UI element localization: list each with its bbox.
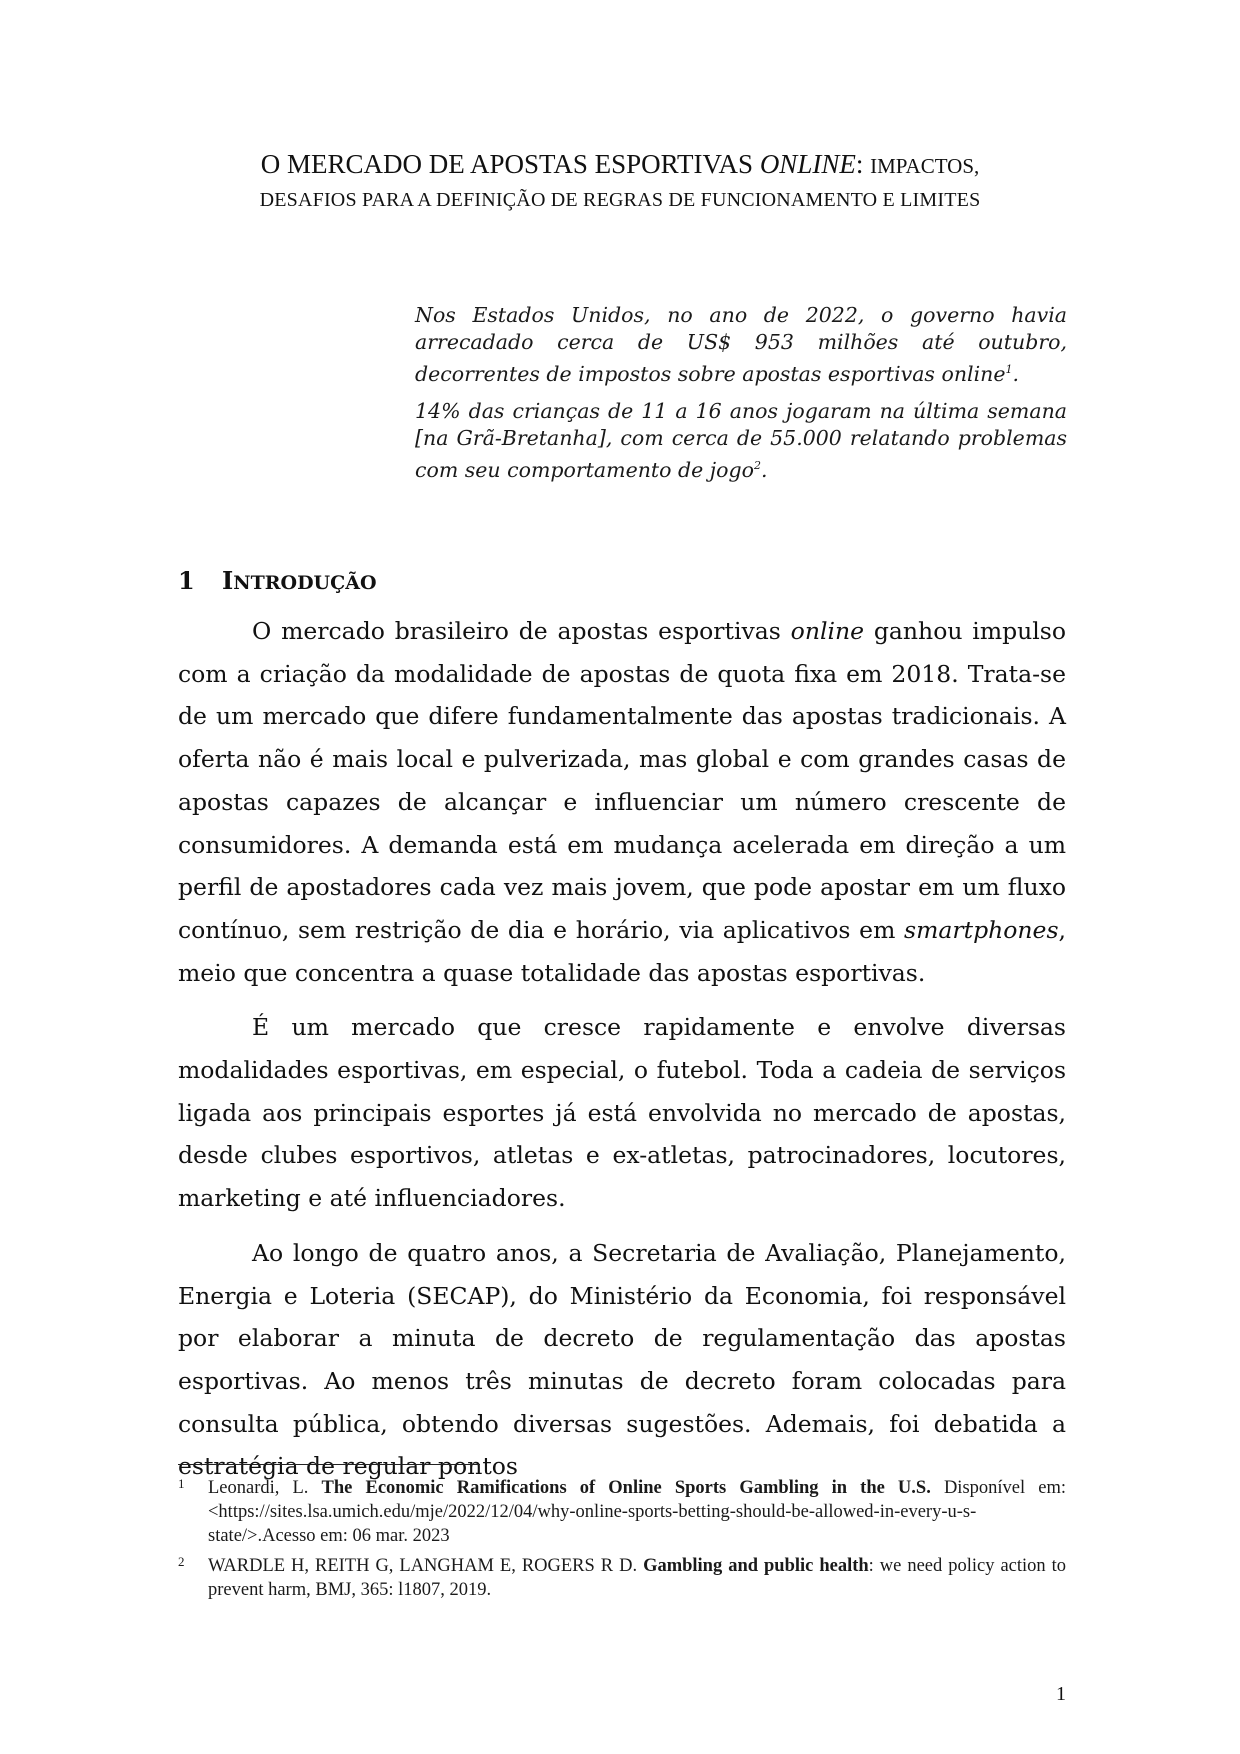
footnote-1-author: Leonardi, L. (208, 1478, 322, 1498)
title-line1-colon: : (855, 149, 871, 179)
paragraph-1 (178, 610, 1066, 994)
footnote-1-source: Disponível em: <https://sites.lsa.umich.edu/mje/2022/12/04/why-online-sports-betting-should-be-allowed-in-every-u-s-state/>.Acesso em: 06 mar. 2023 (208, 1478, 1066, 1546)
paragraph-1-part-e: , meio que concentra a quase totalidade das apostas esportivas. (178, 915, 1066, 987)
epigraph-quote-1 (415, 302, 1067, 388)
footnote-ref-1[interactable]: 1 (1005, 363, 1013, 376)
epigraph-quote-2-text: 14% das crianças de 11 a 16 anos jogaram na última semana [na Grã-Bretanha], com cerca de 55.000 relatando problemas com seu comportamento de jogo (415, 398, 1067, 482)
page-number: 1 (1056, 1683, 1066, 1705)
footnote-1-number: 1 (178, 1476, 185, 1491)
paragraph-1-italic-online: online (790, 617, 865, 645)
footnote-ref-2[interactable]: 2 (753, 458, 761, 472)
epigraph-quote-2 (415, 398, 1067, 484)
title-line1-main: O MERCADO DE APOSTAS ESPORTIVAS (260, 149, 760, 179)
epigraph-quote-1-text: Nos Estados Unidos, no ano de 2022, o governo havia arrecadado cerca de US$ 953 milhões até outubro, decorrentes de impostos sobre apostas esportivas online (415, 303, 1067, 386)
epigraph (415, 302, 1067, 494)
paragraph-3: Ao longo de quatro anos, a Secretaria de Avaliação, Planejamento, Energia e Loteria (SECAP), do Ministério da Economia, foi responsável por elaborar a minuta de decreto de regulamentação das apostas esportivas. Ao menos três minutas de decreto foram colocadas para consulta pública, obtendo diversas sugestões. Ademais, foi debatida a estratégia de regular pontos (178, 1238, 1066, 1481)
footnote-2-title: Gambling and public health (643, 1556, 869, 1576)
document-title (120, 148, 1120, 212)
title-line1-smallcaps: IMPACTOS, (870, 154, 980, 178)
footnote-2 (178, 1554, 1066, 1602)
footnote-separator (178, 1464, 480, 1465)
section-title-rest: NTRODUÇÃO (233, 572, 377, 594)
title-line1-italic: ONLINE (759, 149, 856, 179)
title-line2: DESAFIOS PARA A DEFINIÇÃO DE REGRAS DE FUNCIONAMENTO E LIMITES (259, 189, 981, 212)
epigraph-quote-1-end: . (1012, 361, 1019, 386)
footnote-2-source: : we need policy action to prevent harm, BMJ, 365: l1807, 2019. (208, 1556, 1067, 1600)
paragraph-1-italic-smartphones: smartphones (904, 915, 1059, 944)
section-title-lead: I (222, 566, 234, 595)
footnote-2-number: 2 (178, 1554, 185, 1569)
footnote-1 (178, 1476, 1066, 1548)
paragraph-1-part-a: O mercado brasileiro de apostas esportivas (252, 617, 791, 645)
paragraph-2: É um mercado que cresce rapidamente e envolve diversas modalidades esportivas, em especial, o futebol. Toda a cadeia de serviços ligada aos principais esportes já está envolvida no mercado de apostas, desde clubes esportivos, atletas e ex-atletas, patrocinadores, locutores, marketing e até influenciadores. (178, 1013, 1066, 1213)
footnotes (178, 1476, 1066, 1608)
epigraph-quote-2-end: . (760, 457, 768, 482)
paragraph-1-part-c: ganhou impulso com a criação da modalidade de apostas de quota fixa em 2018. Trata-se de um mercado que difere fundamentalmente das apostas tradicionais. A oferta não é mais local e pulverizada, mas global e com grandes casas de apostas capazes de alcançar e influenciar um número crescente de consumidores. A demanda está em mudança acelerada em direção a um perfil de apostadores cada vez mais jovem, que pode apostar em um fluxo contínuo, sem restrição de dia e horário, via aplicativos em (178, 617, 1067, 944)
body-text (178, 610, 1066, 1500)
footnote-2-author: WARDLE H, REITH G, LANGHAM E, ROGERS R D. (208, 1556, 644, 1576)
section-number: 1 (178, 566, 195, 595)
section-heading (178, 566, 377, 595)
footnote-1-title: The Economic Ramifications of Online Sports Gambling in the U.S. (321, 1478, 931, 1498)
